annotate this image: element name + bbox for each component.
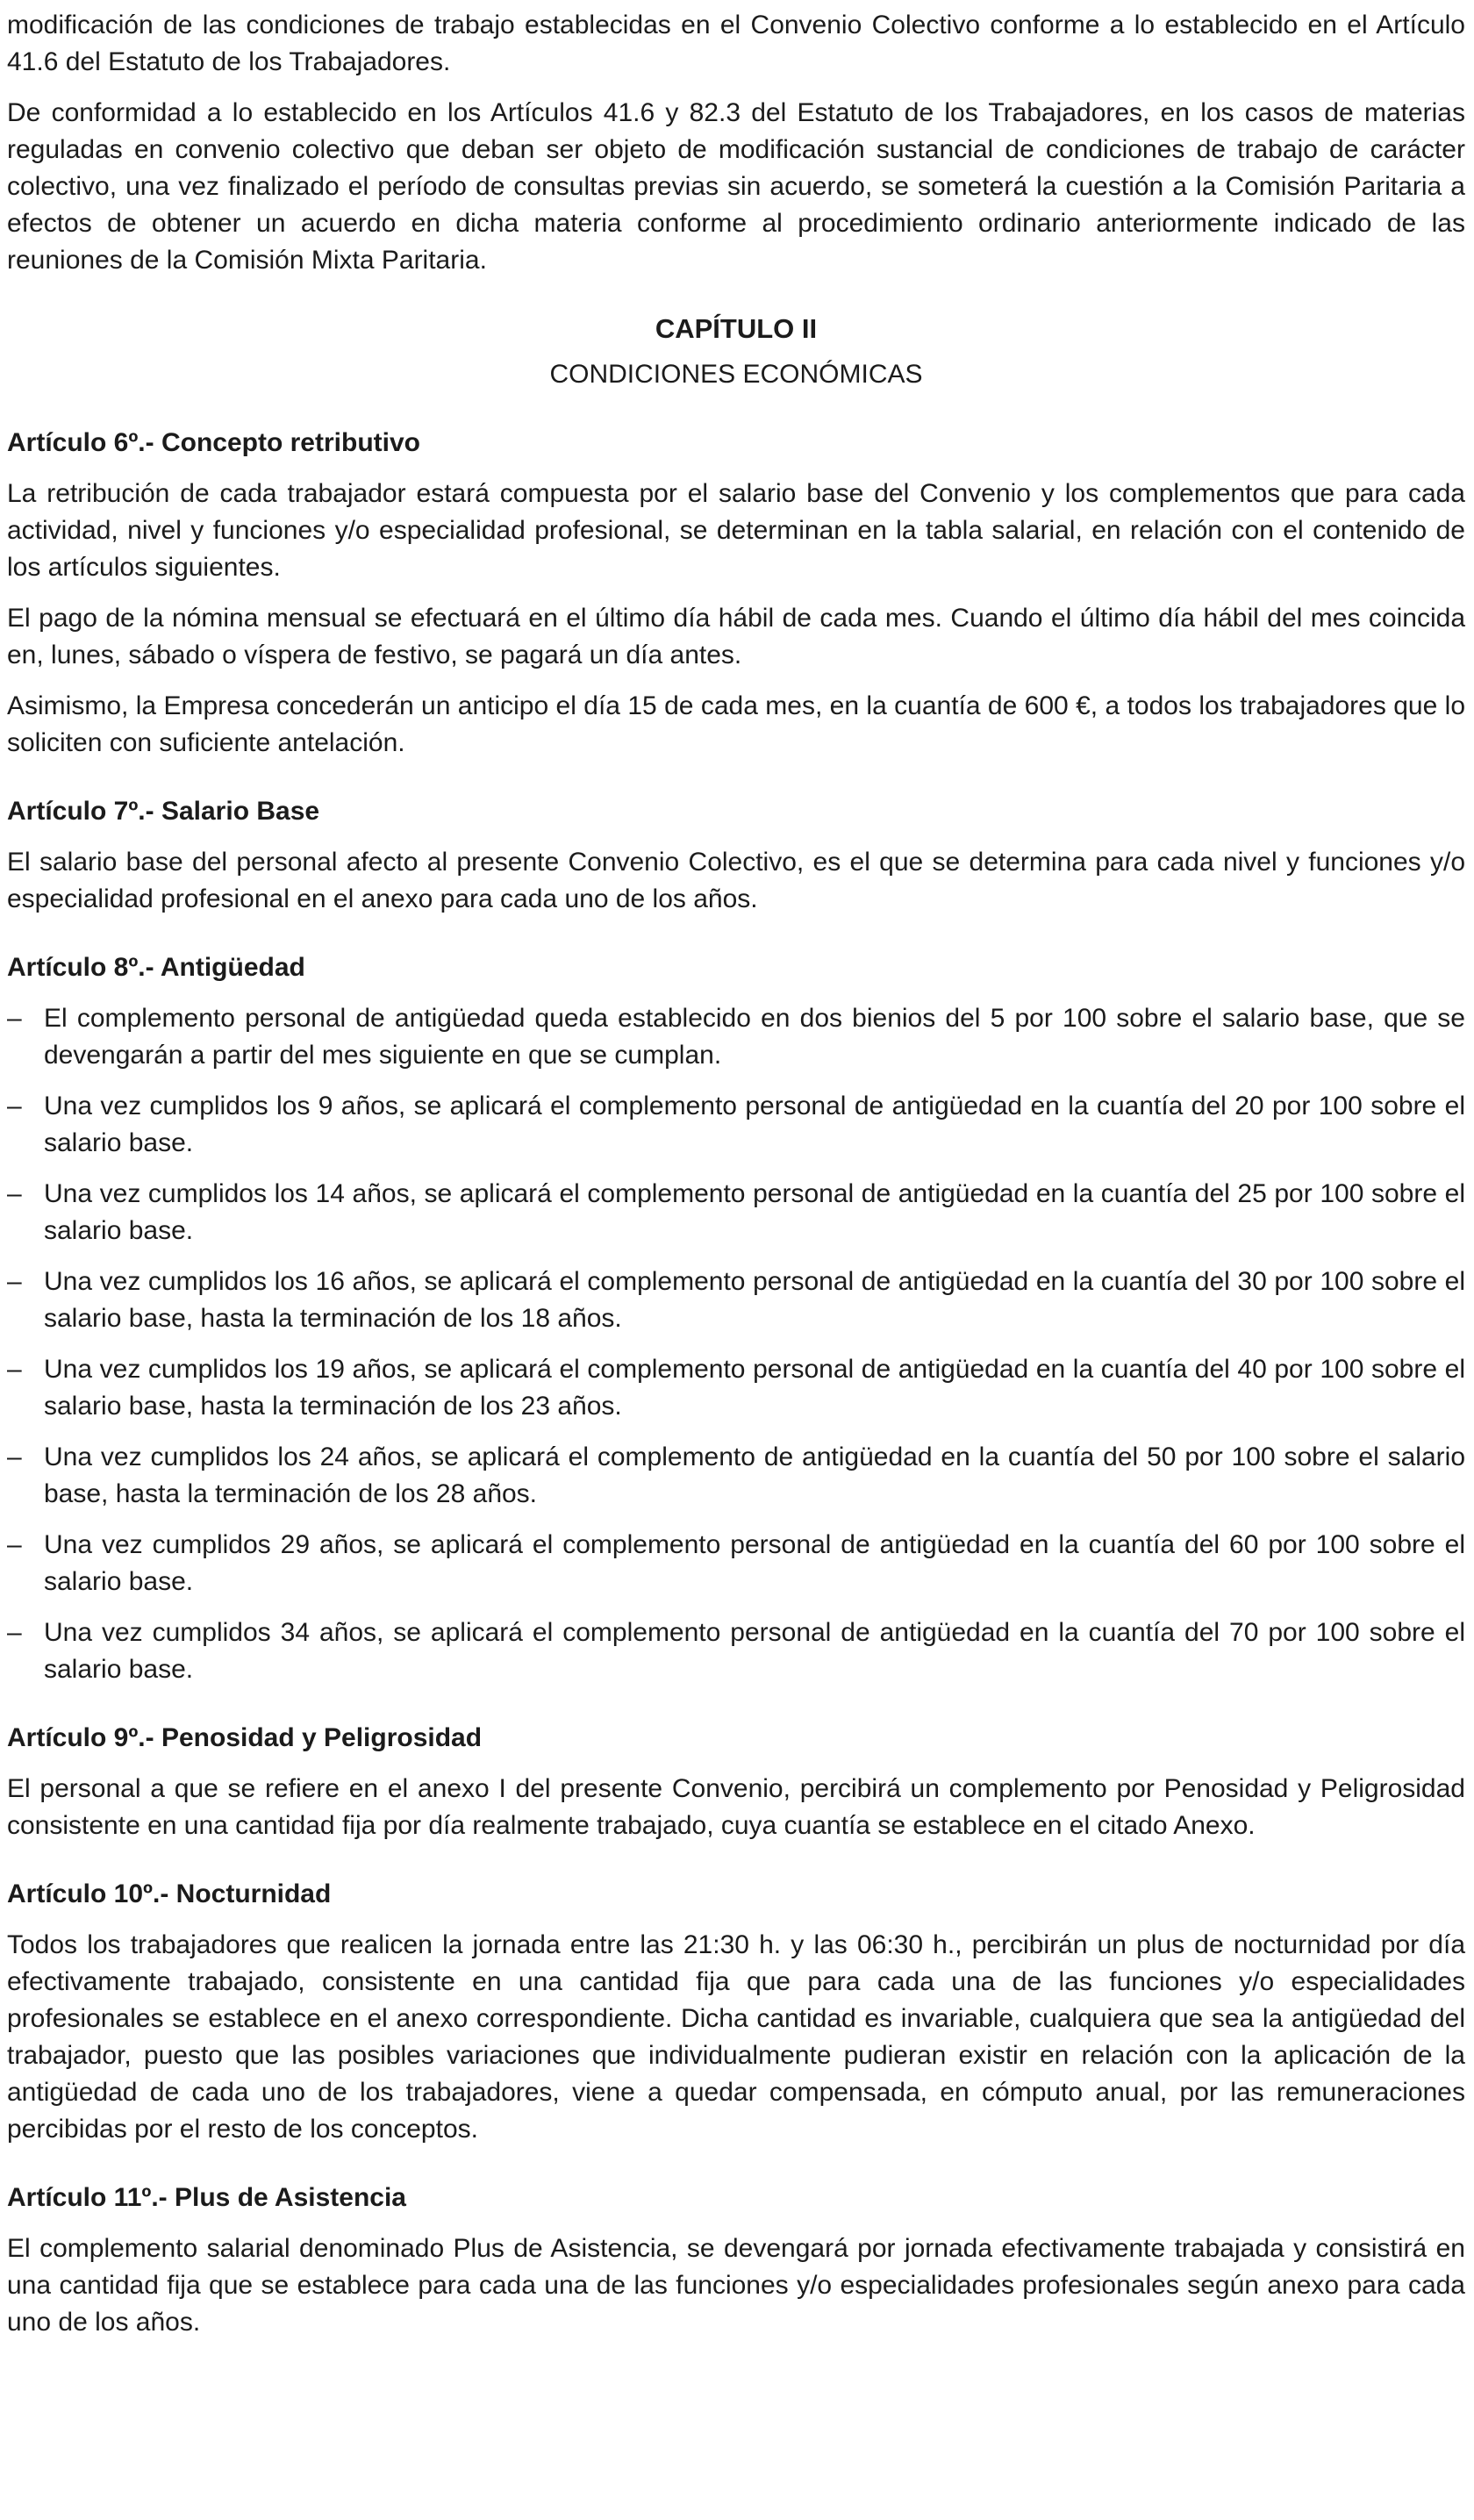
dash-bullet: –	[7, 1092, 22, 1120]
dash-bullet: –	[7, 1618, 22, 1647]
article-11-paragraph-1: El complemento salarial denominado Plus de Asistencia, se devengará por jornada efectivamente trabajada y consistirá en una cantidad fija que se establece para cada una de las funciones y/o especialidades profesionales según anexo para cada uno de los años.	[7, 2234, 1465, 2337]
list-item	[7, 1088, 1465, 1162]
dash-bullet: –	[7, 1179, 22, 1208]
article-6-paragraph-1: La retribución de cada trabajador estará compuesta por el salario base del Convenio y los complementos que para cada actividad, nivel y funciones y/o especialidad profesional, se determinan en la tabla salarial, en relación con el contenido de los artículos siguientes.	[7, 479, 1465, 582]
article-8-list	[7, 1000, 1465, 1688]
intro-paragraph-1: modificación de las condiciones de trabajo establecidas en el Convenio Colectivo conforme a lo establecido en el Artículo 41.6 del Estatuto de los Trabajadores.	[7, 11, 1465, 76]
article-7-paragraph-1: El salario base del personal afecto al presente Convenio Colectivo, es el que se determina para cada nivel y funciones y/o especialidad profesional en el anexo para cada uno de los años.	[7, 848, 1465, 913]
list-item-text: Una vez cumplidos los 16 años, se aplicará el complemento personal de antigüedad en la cuantía del 30 por 100 sobre el salario base, hasta la terminación de los 18 años.	[44, 1267, 1465, 1333]
list-item-text: Una vez cumplidos los 24 años, se aplicará el complemento de antigüedad en la cuantía del 50 por 100 sobre el salario base, hasta la terminación de los 28 años.	[44, 1443, 1465, 1508]
chapter-subtitle: CONDICIONES ECONÓMICAS	[549, 360, 923, 389]
article-8-heading: Artículo 8º.- Antigüedad	[7, 953, 305, 982]
list-item	[7, 1614, 1465, 1688]
list-item	[7, 1000, 1465, 1074]
list-item-text: Una vez cumplidos 29 años, se aplicará el complemento personal de antigüedad en la cuantía del 60 por 100 sobre el salario base.	[44, 1530, 1465, 1596]
list-item	[7, 1439, 1465, 1513]
dash-bullet: –	[7, 1530, 22, 1559]
article-6-paragraph-3: Asimismo, la Empresa concederán un anticipo el día 15 de cada mes, en la cuantía de 600 €, a todos los trabajadores que lo soliciten con suficiente antelación.	[7, 691, 1465, 757]
list-item-text: Una vez cumplidos los 19 años, se aplicará el complemento personal de antigüedad en la cuantía del 40 por 100 sobre el salario base, hasta la terminación de los 23 años.	[44, 1355, 1465, 1421]
article-9-heading: Artículo 9º.- Penosidad y Peligrosidad	[7, 1723, 483, 1752]
dash-bullet: –	[7, 1267, 22, 1296]
list-item-text: El complemento personal de antigüedad queda establecido en dos bienios del 5 por 100 sobre el salario base, que se devengarán a partir del mes siguiente en que se cumplan.	[44, 1004, 1465, 1070]
dash-bullet: –	[7, 1004, 22, 1033]
article-9-paragraph-1: El personal a que se refiere en el anexo I del presente Convenio, percibirá un complemento por Penosidad y Peligrosidad consistente en una cantidad fija por día realmente trabajado, cuya cuantía se establece en el citado Anexo.	[7, 1774, 1465, 1840]
list-item-text: Una vez cumplidos 34 años, se aplicará el complemento personal de antigüedad en la cuantía del 70 por 100 sobre el salario base.	[44, 1618, 1465, 1684]
list-item-text: Una vez cumplidos los 14 años, se aplicará el complemento personal de antigüedad en la cuantía del 25 por 100 sobre el salario base.	[44, 1179, 1465, 1245]
article-6-heading: Artículo 6º.- Concepto retributivo	[7, 428, 420, 457]
dash-bullet: –	[7, 1355, 22, 1384]
list-item	[7, 1264, 1465, 1337]
article-10-heading: Artículo 10º.- Nocturnidad	[7, 1879, 332, 1908]
list-item-text: Una vez cumplidos los 9 años, se aplicará el complemento personal de antigüedad en la cuantía del 20 por 100 sobre el salario base.	[44, 1092, 1465, 1157]
article-11-heading: Artículo 11º.- Plus de Asistencia	[7, 2183, 406, 2212]
article-6-paragraph-2: El pago de la nómina mensual se efectuará en el último día hábil de cada mes. Cuando el último día hábil del mes coincida en, lunes, sábado o víspera de festivo, se pagará un día antes.	[7, 604, 1465, 669]
list-item	[7, 1351, 1465, 1425]
article-7-heading: Artículo 7º.- Salario Base	[7, 797, 320, 826]
list-item	[7, 1527, 1465, 1600]
chapter-title: CAPÍTULO II	[655, 313, 818, 344]
list-item	[7, 1176, 1465, 1249]
dash-bullet: –	[7, 1443, 22, 1471]
intro-paragraph-2: De conformidad a lo establecido en los Artículos 41.6 y 82.3 del Estatuto de los Trabajadores, en los casos de materias reguladas en convenio colectivo que deban ser objeto de modificación sustancial de condiciones de trabajo de carácter colectivo, una vez finalizado el período de consultas previas sin acuerdo, se someterá la cuestión a la Comisión Paritaria a efectos de obtener un acuerdo en dicha materia conforme al procedimiento ordinario anteriormente indicado de las reuniones de la Comisión Mixta Paritaria.	[7, 98, 1465, 275]
article-10-paragraph-1: Todos los trabajadores que realicen la jornada entre las 21:30 h. y las 06:30 h., percibirán un plus de nocturnidad por día efectivamente trabajado, consistente en una cantidad fija que para cada una de las funciones y/o especialidades profesionales se establece en el anexo correspondiente. Dicha cantidad es invariable, cualquiera que sea la antigüedad del trabajador, puesto que las posibles variaciones que individualmente pudieran existir en relación con la aplicación de la antigüedad de cada uno de los trabajadores, viene a quedar compensada, en cómputo anual, por las remuneraciones percibidas por el resto de los conceptos.	[7, 1930, 1465, 2144]
